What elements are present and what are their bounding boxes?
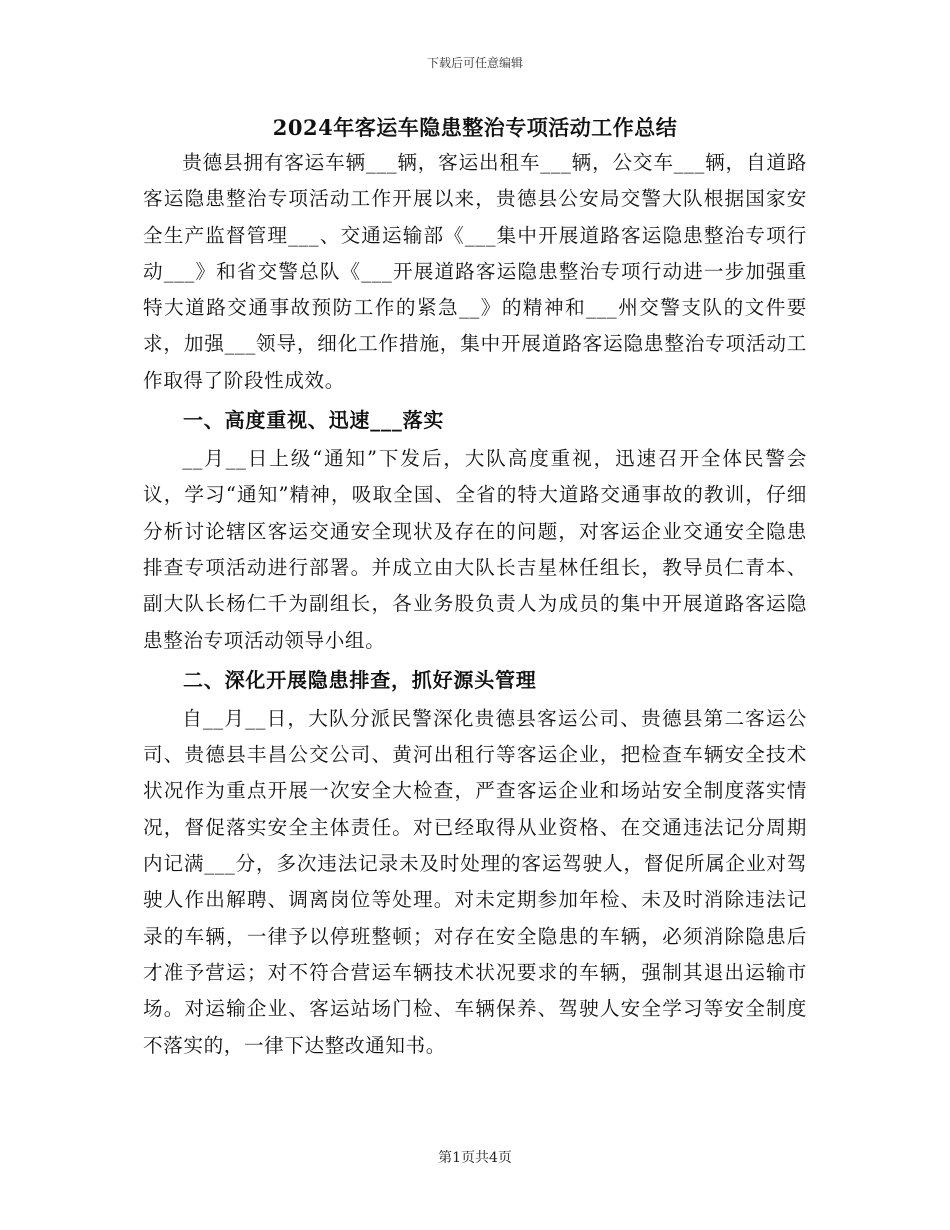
section-1-heading: 一、高度重视、迅速___落实: [183, 408, 445, 433]
section-1-paragraph: __月__日上级“通知”下发后，大队高度重视，迅速召开全体民警会议，学习“通知”精神，吸取全国、全省的特大道路交通事故的教训，仔细分析讨论辖区客运交通安全现状及存在的问题，对客运企业交通安全隐患排查专项活动进行部署。并成立由大队长吉星林任组长，教导员仁青本、副大队长杨仁千为副组长，各业务股负责人为成员的集中开展道路客运隐患整治专项活动领导小组。: [143, 447, 807, 652]
header-note: 下载后可任意编辑: [426, 56, 523, 70]
document-title: 2024年客运车隐患整治专项活动工作总结: [272, 115, 678, 140]
document-body: [143, 145, 807, 1064]
section-2-heading: 二、深化开展隐患排查，抓好源头管理: [183, 667, 537, 692]
intro-paragraph: 贵德县拥有客运车辆___辆，客运出租车___辆，公交车___辆，自道路客运隐患整治专项活动工作开展以来，贵德县公安局交警大队根据国家安全生产监督管理___、交通运输部《___集中开展道路客运隐患整治专项行动___》和省交警总队《___开展道路客运隐患整治专项行动进一步加强重特大道路交通事故预防工作的紧急__》的精神和___州交警支队的文件要求，加强___领导，细化工作措施，集中开展道路客运隐患整治专项活动工作取得了阶段性成效。: [143, 151, 807, 392]
page-footer: 第1页共4页: [438, 1150, 512, 1166]
section-2-paragraph: 自__月__日，大队分派民警深化贵德县客运公司、贵德县第二客运公司、贵德县丰昌公交公司、黄河出租行等客运企业，把检查车辆安全技术状况作为重点开展一次安全大检查，严查客运企业和场站安全制度落实情况，督促落实安全主体责任。对已经取得从业资格、在交通违法记分周期内记满___分，多次违法记录未及时处理的客运驾驶人，督促所属企业对驾驶人作出解聘、调离岗位等处理。对未定期参加年检、未及时消除违法记录的车辆，一律予以停班整顿；对存在安全隐患的车辆，必须消除隐患后才准予营运；对不符合营运车辆技术状况要求的车辆，强制其退出运输市场。对运输企业、客运站场门检、车辆保养、驾驶人安全学习等安全制度不落实的，一律下达整改通知书。: [143, 706, 807, 1057]
